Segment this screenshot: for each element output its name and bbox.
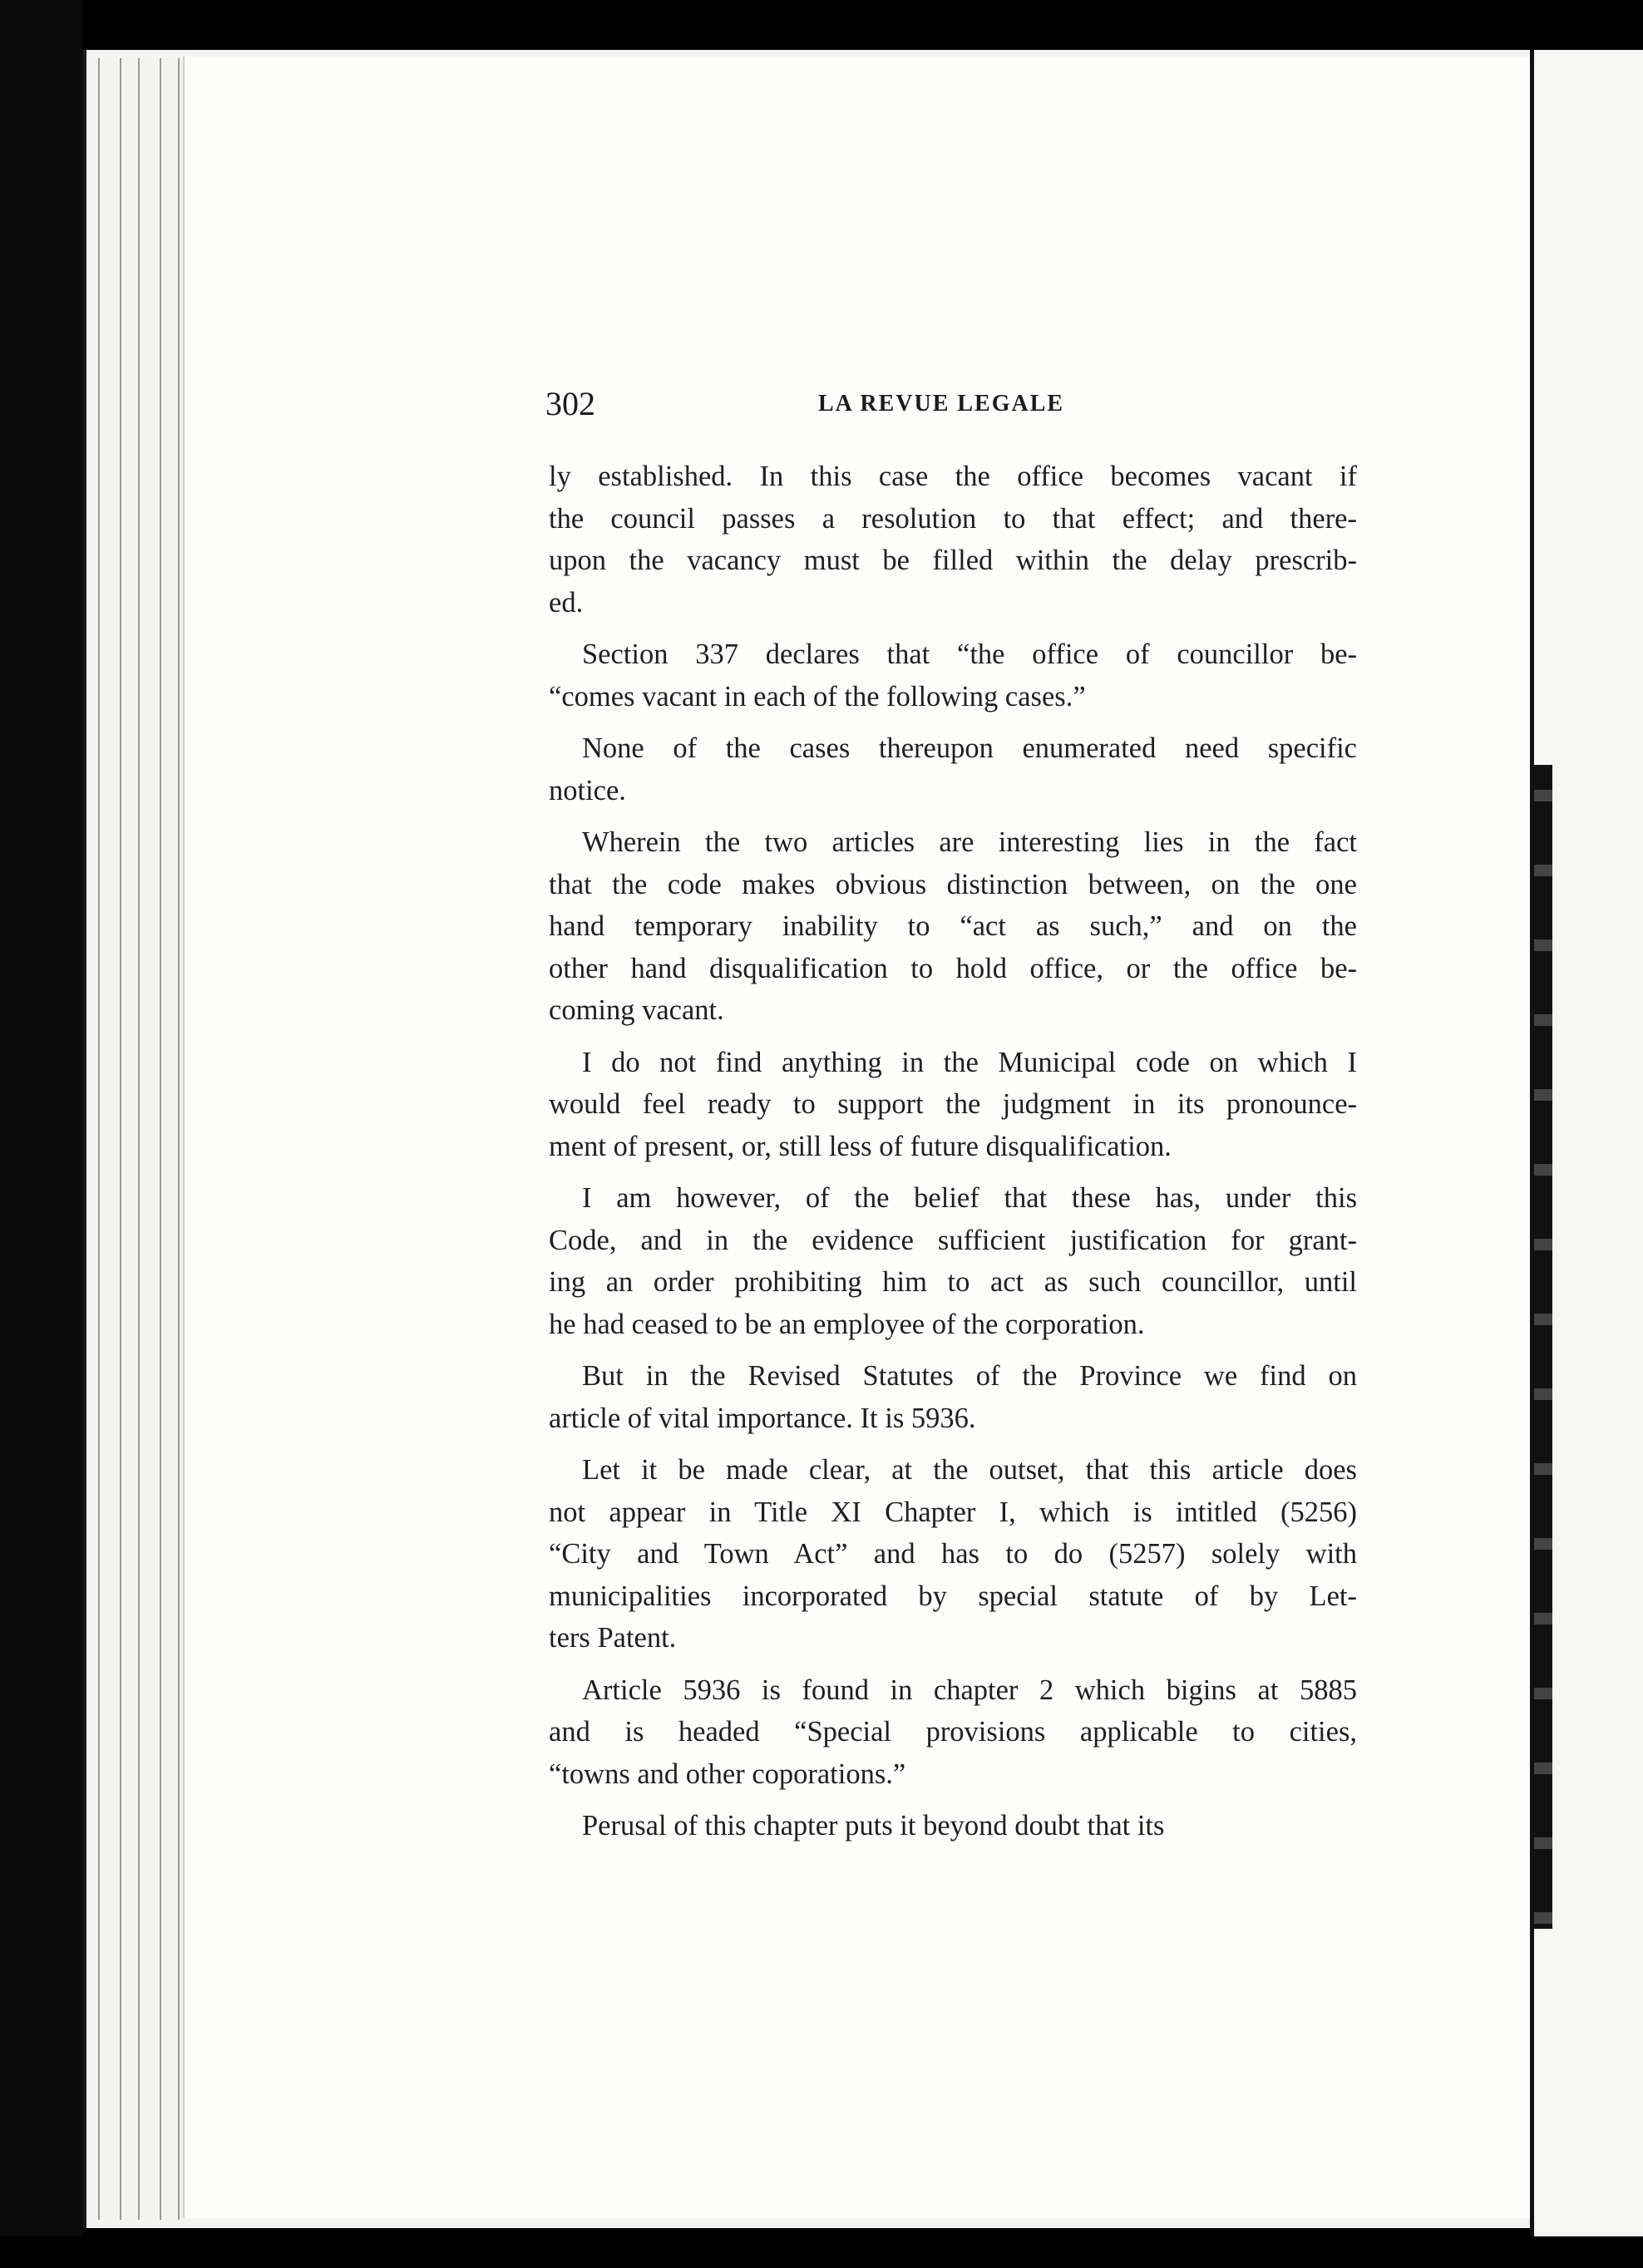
- page-number: 302: [545, 385, 595, 422]
- text-line: Article 5936 is found in chapter 2 which bigins at 5885: [582, 1674, 1357, 1706]
- text-line: he had ceased to be an employee of the corporation.: [549, 1308, 1145, 1340]
- paragraph: [549, 1355, 1357, 1439]
- text-line: Wherein the two articles are interesting lies in the fact: [582, 826, 1357, 858]
- paragraph: [549, 821, 1357, 1032]
- text-line: None of the cases thereupon enumerated need specific: [582, 732, 1357, 764]
- facing-page-edge: [1530, 50, 1643, 2236]
- text-line: Code, and in the evidence sufficient justification for grant-: [549, 1224, 1357, 1256]
- page-edge-line: [98, 58, 100, 2220]
- page-edge-line: [120, 58, 121, 2220]
- body-text: [549, 456, 1357, 1857]
- paragraph: [549, 1042, 1357, 1168]
- text-line: “City and Town Act” and has to do (5257) solely with: [549, 1538, 1357, 1570]
- paragraph: [549, 634, 1357, 717]
- page-edge-line: [138, 58, 140, 2220]
- text-line: notice.: [549, 774, 626, 806]
- scan-left-margin: [0, 0, 83, 2268]
- paragraph: [549, 727, 1357, 811]
- text-line: other hand disqualification to hold office, or the office be-: [549, 952, 1357, 984]
- text-line: ters Patent.: [549, 1622, 677, 1654]
- paragraph: [549, 1177, 1357, 1345]
- text-line: Perusal of this chapter puts it beyond doubt that its: [582, 1810, 1165, 1842]
- text-line: would feel ready to support the judgment in its pronounce-: [549, 1088, 1357, 1120]
- text-line: “towns and other coporations.”: [549, 1758, 906, 1790]
- text-line: not appear in Title XI Chapter I, which is intitled (5256): [549, 1496, 1357, 1528]
- text-line: Let it be made clear, at the outset, that this article does: [582, 1454, 1357, 1486]
- text-line: I am however, of the belief that these has, under this: [582, 1182, 1357, 1214]
- paragraph: [549, 456, 1357, 624]
- paragraph: [549, 1669, 1357, 1796]
- text-line: coming vacant.: [549, 994, 724, 1026]
- page-edge-line: [178, 58, 180, 2220]
- text-line: and is headed “Special provisions applicable to cities,: [549, 1716, 1357, 1748]
- text-line: ment of present, or, still less of future disqualification.: [549, 1130, 1172, 1162]
- text-line: “comes vacant in each of the following cases.”: [549, 680, 1086, 712]
- torn-binding-edge: [1534, 765, 1552, 1929]
- text-line: ing an order prohibiting him to act as such councillor, until: [549, 1266, 1357, 1298]
- text-line: ly established. In this case the office becomes vacant if: [549, 461, 1357, 492]
- text-line: ed.: [549, 586, 584, 619]
- text-line: article of vital importance. It is 5936.: [549, 1402, 976, 1434]
- page-edge-line: [160, 58, 161, 2220]
- scan-bottom-margin: [0, 2236, 1643, 2268]
- text-line: Section 337 declares that “the office of councillor be-: [582, 638, 1357, 670]
- text-line: municipalities incorporated by special statute of by Let-: [549, 1580, 1357, 1612]
- paragraph: [549, 1805, 1357, 1847]
- text-line: upon the vacancy must be filled within the delay prescrib-: [549, 545, 1357, 576]
- text-line: hand temporary inability to “act as such,” and on the: [549, 910, 1357, 942]
- running-title: LA REVUE LEGALE: [818, 391, 1065, 417]
- text-line: that the code makes obvious distinction between, on the one: [549, 868, 1357, 900]
- paragraph: [549, 1449, 1357, 1659]
- text-line: the council passes a resolution to that effect; and there-: [549, 502, 1357, 535]
- page-header: [545, 384, 1360, 426]
- text-line: I do not find anything in the Municipal code on which I: [582, 1046, 1357, 1078]
- text-line: But in the Revised Statutes of the Province we find on: [582, 1360, 1357, 1392]
